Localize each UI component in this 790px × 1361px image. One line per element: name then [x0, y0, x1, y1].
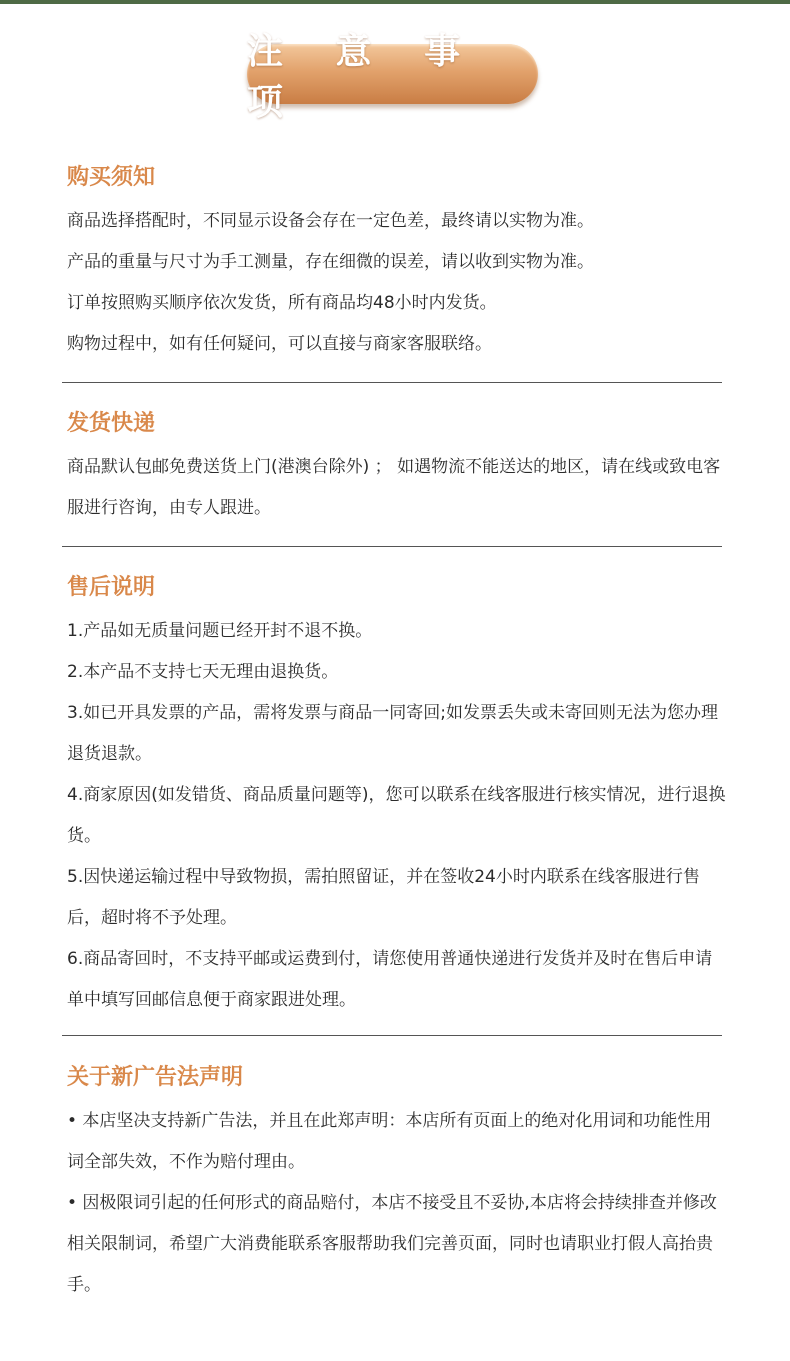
after-sales-note-1: 1.产品如无质量问题已经开封不退不换。 [67, 621, 373, 641]
section-title-ad-law: 关于新广告法声明 [67, 1065, 244, 1090]
section-title-purchase: 购买须知 [67, 165, 156, 190]
purchase-note-4: 购物过程中，如有任何疑问，可以直接与商家客服联络。 [67, 334, 492, 354]
purchase-note-2: 产品的重量与尺寸为手工测量，存在细微的误差，请以收到实物为准。 [67, 252, 594, 272]
section-divider [62, 546, 722, 547]
after-sales-note-4: 4.商家原因(如发错货、商品质量问题等)，您可以联系在线客服进行核实情况，进行退换货。 [67, 785, 726, 846]
after-sales-note-2: 2.本产品不支持七天无理由退换货。 [67, 662, 339, 682]
section-title-shipping: 发货快递 [67, 411, 156, 436]
banner-title: 注 意 事 项 [247, 31, 481, 123]
top-accent-bar [0, 0, 790, 4]
shipping-note-1: 商品默认包邮免费送货上门(港澳台除外) ； 如遇物流不能送达的地区，请在线或致电客服进行咨询，由专人跟进。 [67, 457, 721, 518]
notice-banner [247, 31, 538, 123]
ad-law-note-1: • 本店坚决支持新广告法，并且在此郑声明：本店所有页面上的绝对化用词和功能性用词全部失效，不作为赔付理由。 [67, 1111, 712, 1172]
ad-law-note-2: • 因极限词引起的任何形式的商品赔付，本店不接受且不妥协,本店将会持续排查并修改相关限制词，希望广大消费能联系客服帮助我们完善页面，同时也请职业打假人高抬贵手。 [67, 1193, 717, 1295]
section-divider [62, 1035, 722, 1036]
purchase-note-1: 商品选择搭配时，不同显示设备会存在一定色差，最终请以实物为准。 [67, 211, 594, 231]
after-sales-note-3: 3.如已开具发票的产品，需将发票与商品一同寄回;如发票丢失或未寄回则无法为您办理退货退款。 [67, 703, 718, 764]
after-sales-note-5: 5.因快递运输过程中导致物损，需拍照留证，并在签收24小时内联系在线客服进行售后，超时将不予处理。 [67, 867, 700, 928]
purchase-note-3: 订单按照购买顺序依次发货，所有商品均48小时内发货。 [67, 293, 497, 313]
section-divider [62, 382, 722, 383]
after-sales-note-6: 6.商品寄回时，不支持平邮或运费到付，请您使用普通快递进行发货并及时在售后申请单中填写回邮信息便于商家跟进处理。 [67, 949, 713, 1010]
section-title-after-sales: 售后说明 [67, 575, 156, 600]
